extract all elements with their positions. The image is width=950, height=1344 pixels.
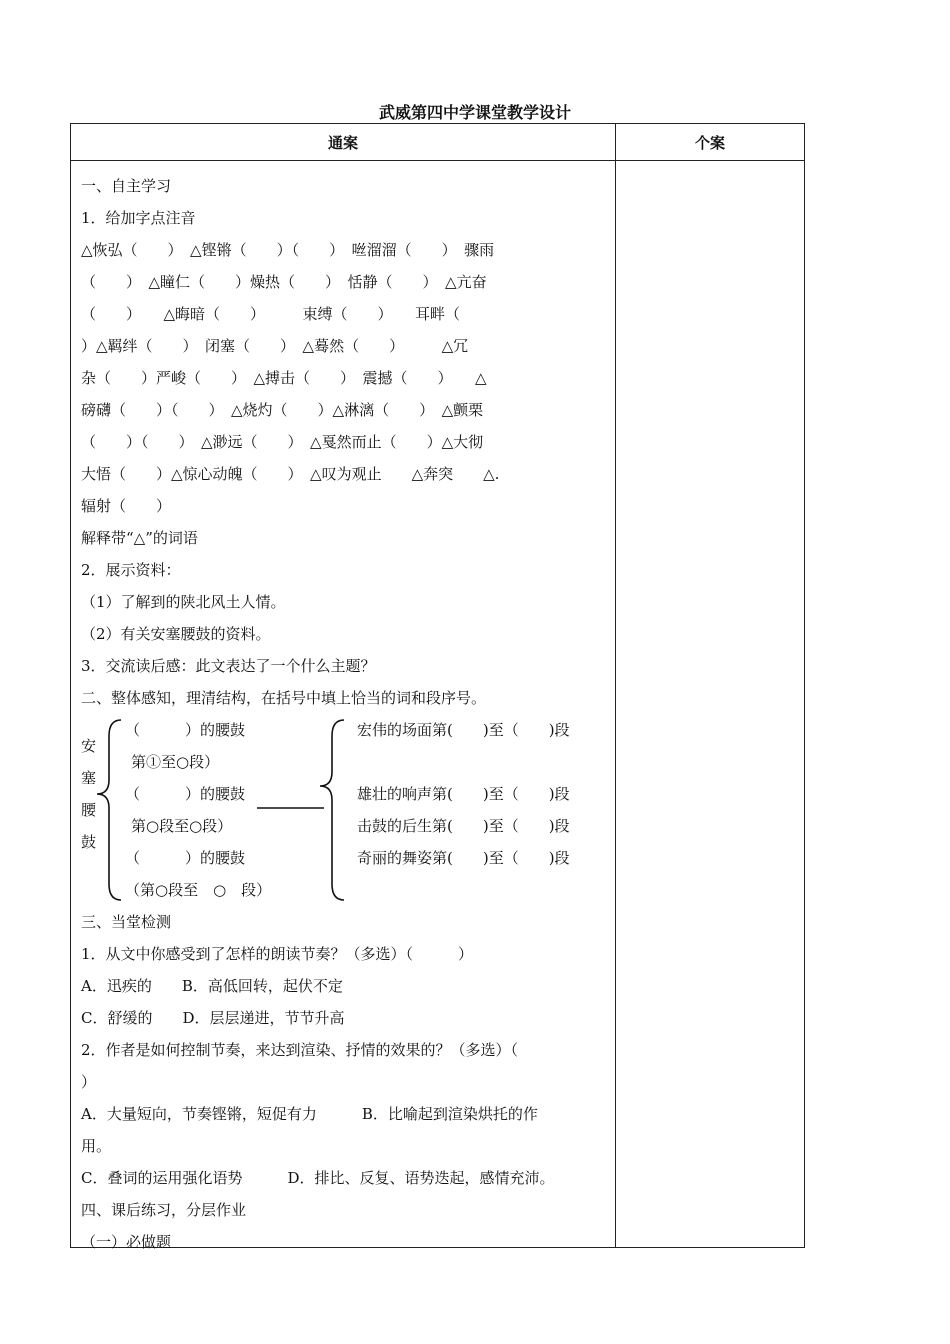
test-question-1-options-cd: C．舒缓的 D．层层递进，节节升高	[81, 1009, 345, 1027]
test-question-2-cont: ）	[81, 1073, 97, 1091]
header-individual-plan: 个案	[616, 124, 805, 161]
root-char-4: 鼓	[81, 833, 97, 851]
section-2-title: 二、整体感知，理清结构，在括号中填上恰当的词和段序号。	[81, 689, 487, 707]
section-1-title: 一、自主学习	[81, 177, 172, 195]
right-branch-2: 雄壮的响声第( )至（ )段	[357, 785, 570, 803]
pinyin-line-5: 杂（ ）严峻（ ） △搏击（ ） 震撼（ ） △	[81, 369, 487, 387]
pinyin-line-4: ）△羁绊（ ） 闭塞（ ） △蓦然（ ） △冗	[81, 337, 469, 355]
left-branch-1-range: 第①至○段）	[131, 753, 220, 771]
left-brace	[97, 720, 121, 900]
right-branch-3: 击鼓的后生第( )至（ )段	[357, 817, 570, 835]
test-question-2-option-ab: A．大量短向，节奏铿锵，短促有力 B．比喻起到渲染烘托的作	[81, 1105, 538, 1123]
test-question-2: 2．作者是如何控制节奏，来达到渲染、抒情的效果的？（多选）（	[81, 1041, 519, 1059]
pinyin-line-7: （ ）（ ） △渺远（ ） △戛然而止（ ）△大彻	[81, 433, 484, 451]
individual-plan-cell	[616, 161, 805, 1248]
root-char-2: 塞	[81, 769, 97, 787]
right-branch-1: 宏伟的场面第( )至（ )段	[357, 721, 570, 739]
root-char-3: 腰	[81, 801, 97, 819]
test-question-2-option-ab-cont: 用。	[81, 1137, 112, 1155]
common-plan-cell	[71, 161, 616, 1251]
question-2-item-b: （2）有关安塞腰鼓的资料。	[81, 625, 271, 643]
section-4-title: 四、课后练习，分层作业	[81, 1201, 247, 1219]
section-4-subtitle: （一）必做题	[81, 1233, 172, 1251]
pinyin-line-8: 大悟（ ）△惊心动魄（ ） △叹为观止 △奔突 △.	[81, 465, 500, 483]
test-question-1-options-ab: A．迅疾的 B．高低回转，起伏不定	[81, 977, 343, 995]
right-branch-4: 奇丽的舞姿第( )至（ )段	[357, 849, 570, 867]
structure-diagram	[81, 714, 607, 906]
header-common-plan: 通案	[71, 124, 616, 161]
pinyin-line-9: 辐射（ ）	[81, 497, 172, 515]
root-char-1: 安	[81, 737, 97, 755]
question-3: 3．交流读后感：此文表达了一个什么主题？	[81, 657, 376, 675]
common-plan-content	[81, 170, 607, 1258]
lesson-design-table	[70, 123, 805, 1251]
section-3-title: 三、当堂检测	[81, 913, 172, 931]
pinyin-line-3: （ ） △晦暗（ ） 束缚（ ） 耳畔（	[81, 305, 461, 323]
left-branch-3: （ ）的腰鼓	[125, 849, 246, 867]
left-branch-3-range: （第○段至 ○ 段）	[125, 881, 272, 899]
explain-instruction: 解释带“△”的词语	[81, 529, 198, 547]
left-branch-1: （ ）的腰鼓	[125, 721, 246, 739]
question-2-title: 2．展示资料：	[81, 561, 181, 579]
right-brace	[320, 720, 344, 900]
document-title: 武威第四中学课堂教学设计	[378, 103, 571, 122]
left-branch-2-range: 第○段至○段）	[131, 817, 233, 835]
pinyin-line-1: △恢弘（ ） △铿锵（ ）（ ） 咝溜溜（ ） 骤雨	[81, 241, 495, 259]
test-question-1: 1．从文中你感受到了怎样的朗读节奏？（多选）（ ）	[81, 945, 474, 963]
test-question-2-option-cd: C．叠词的运用强化语势 D．排比、反复、语势迭起，感情充沛。	[81, 1169, 555, 1187]
question-2-item-a: （1）了解到的陕北风土人情。	[81, 593, 286, 611]
question-1-title: 1．给加字点注音	[81, 209, 196, 227]
left-branch-2: （ ）的腰鼓	[125, 785, 246, 803]
pinyin-line-2: （ ） △瞳仁（ ）燥热（ ） 恬静（ ） △亢奋	[81, 273, 487, 291]
pinyin-line-6: 磅礴（ ）（ ） △烧灼（ ）△淋漓（ ） △颤栗	[81, 401, 484, 419]
